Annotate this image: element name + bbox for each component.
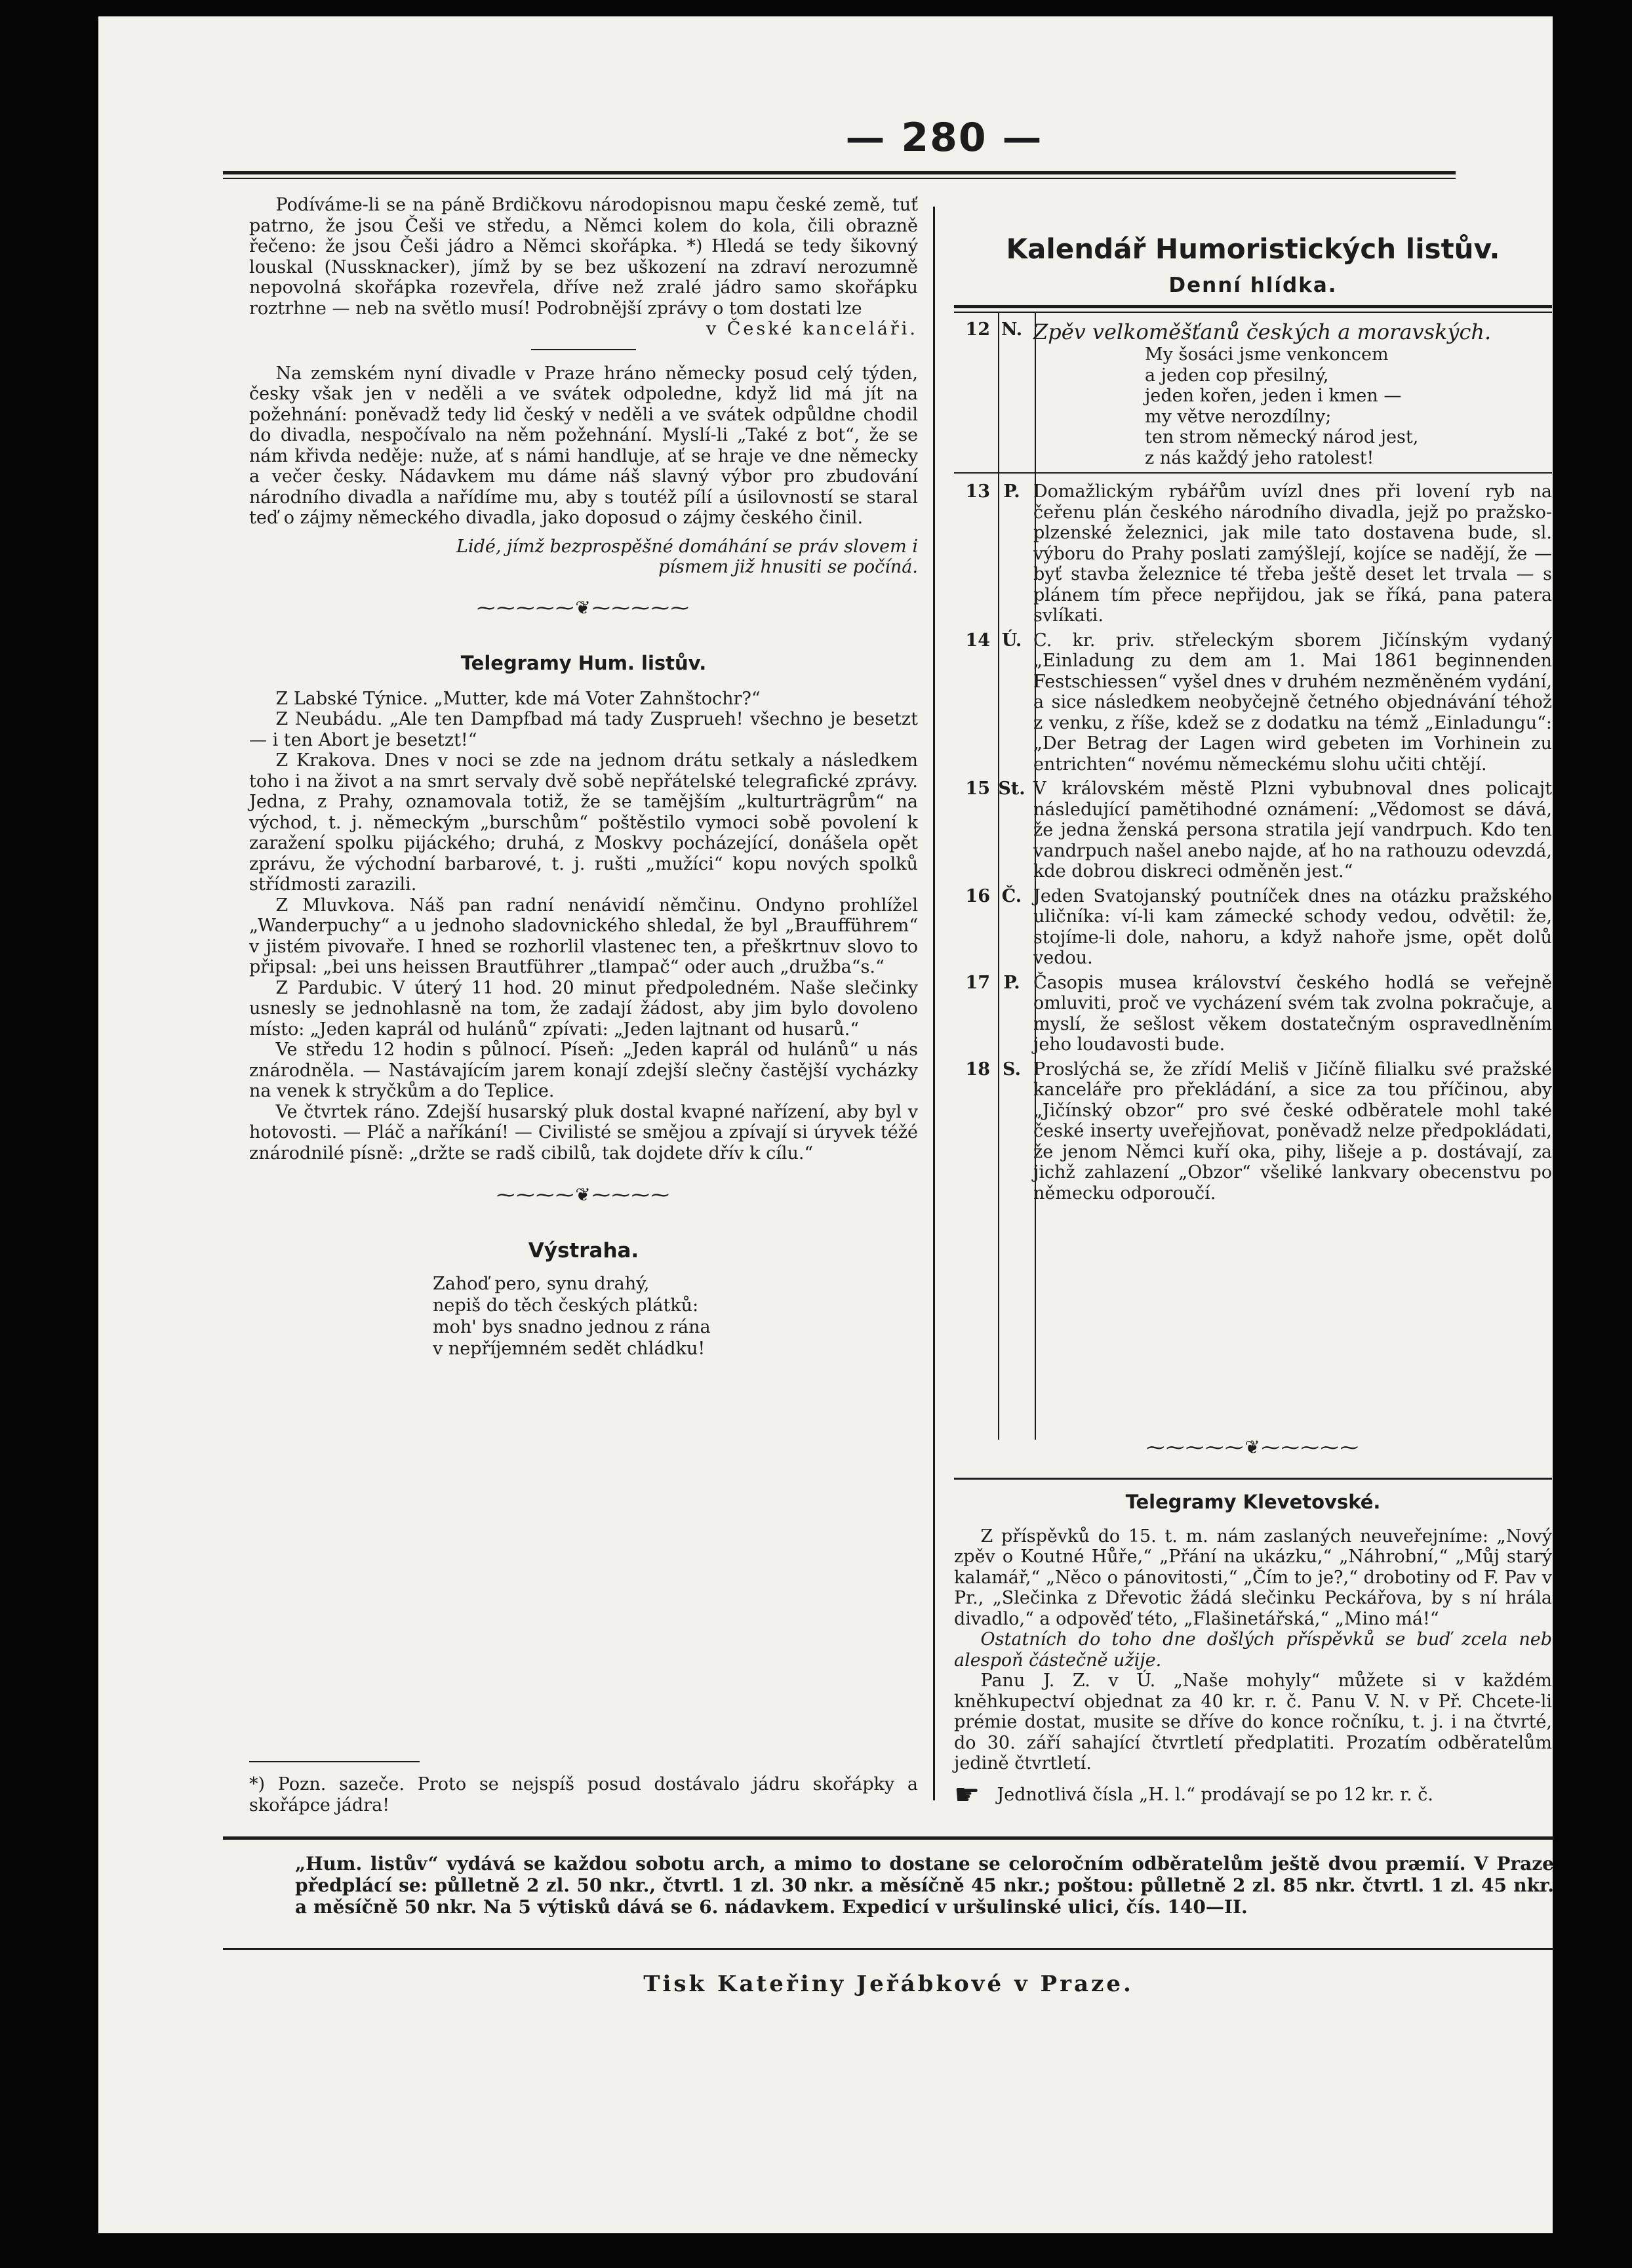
single-issue-notice (954, 1777, 1552, 1812)
poem-line: My šosáci jsme venkoncem (1145, 344, 1389, 365)
poem-line: v nepříjemném sedět chládku! (433, 1339, 706, 1359)
kalendar-rule-thin (954, 312, 1552, 313)
telegram-neubad: Z Neubádu. „Ale ten Dampfbad má tady Zusprueh! všechno je besetzt — i ten Abort je besetzt!“ (249, 709, 918, 750)
entry-day: 17 (965, 972, 990, 993)
left-column (249, 195, 918, 1360)
telegram-pardubice: Z Pardubic. V úterý 11 hod. 20 minut předpoledném. Naše slečinky usnesly se jednohlasně na tom, že zadají žádost, aby jim bylo dovoleno místo: „Jeden kaprál od hulánů“ zpívati: „Jeden lajtnant od husarů.“ (249, 977, 918, 1040)
footnote-sazec: *) Pozn. sazeče. Proto se nejspíš posud dostávalo jádru skořápky a skořápce jádra! (249, 1774, 918, 1815)
entry-day: 12 (965, 319, 990, 340)
vystraha-poem (249, 1273, 918, 1360)
entry-text: C. kr. priv. střeleckým sborem Jičínským vydaný „Einladung zu dem am 1. Mai 1861 beginnenden Festschiessen“ vyšel dnes v druhém nezměněném vydání, a sice následkem neobyčejně četného objednávání téhož z venku, z říše, kdež se z dodatku na témž „Einladungu“: „Der Betrag der Lagen wird gebeten im Vorhinein zu entrichten“ novému německému slohu učiti chtějí. (1033, 630, 1552, 775)
entry-day: 14 (965, 630, 990, 651)
poem-line: Zahoď pero, synu drahý, (433, 1274, 650, 1294)
poem-line: moh' bys snadno jednou z rána (433, 1317, 711, 1337)
entry-weekday: P. (1003, 481, 1020, 502)
entry-text: Časopis musea království českého hodlá se veřejně omluviti, proč ve vycházení svém tak zvolna pokračuje, a myslí, že sešlost věkem dostatečným ospravedlněním jeho loudavosti bude. (1033, 972, 1552, 1055)
ornament-divider-right: ⁓⁓⁓⁓⁓❦⁓⁓⁓⁓⁓ (1146, 1436, 1360, 1458)
poem-line: ten strom německý národ jest, (1145, 427, 1419, 447)
klevety-answers: Panu J. Z. v Ú. „Naše mohyly“ můžete si v každém kněhkupectví objednat za 40 kr. r. č. Panu V. N. v Př. Chcete-li prémie dostat, musite se dříve do konce ročníku, t. j. i na čtvrté, do 30. září sahající čtvrtletí předplatiti. Prozatím odběratelům jedině čtvrtletí. (954, 1671, 1552, 1773)
entry-weekday: N. (1001, 319, 1023, 340)
entry-separator (954, 472, 1552, 474)
subscription-info: „Hum. listův“ vydává se každou sobotu arch, a mimo to dostane se celoročním odběratelům ještě dvou præmií. V Praze předplácí se: půlletně 2 zl. 50 nkr., čtvrtl. 1 zl. 30 nkr. a měsíčně 45 nkr.; poštou: půlletně 2 zl. 85 nkr. čtvrtl. 1 zl. 45 nkr. a měsíčně 50 nkr. Na 5 výtisků dává se 6. nádavkem. Expedicí v uršulinské ulici, čís. 140—II. (295, 1853, 1554, 1918)
entry-weekday: S. (1003, 1059, 1021, 1080)
paragraph-brdicka: Podíváme-li se na páně Brdičkovu národopisnou mapu české země, tuť patrno, že jsou Češi ve středu, a Němci kolem do kola, čili obrazně řečeno: že jsou Češi jádro a Němci skořápka. *) Hledá se tedy šikovný louskal (Nussknacker), jímž by se bez uškození na zdraví nerozumně nepovolná skořápka rozevřela, dříve než zralé jádro samo skořápku roztrhne — neb na světlo musí! Podrobnější zprávy o tom dostati lze (249, 195, 918, 319)
kalendar-heading: Kalendář Humoristických listův. (1006, 233, 1500, 265)
single-issue-text: Jednotlivá čísla „H. l.“ prodávají se po 12 kr. r. č. (997, 1784, 1433, 1805)
page-number: — 280 — (845, 115, 1043, 161)
entry-weekday: P. (1003, 972, 1020, 993)
telegram-streda: Ve středu 12 hodin s půlnocí. Píseň: „Jeden kaprál od hulánů“ u nás znárodněla. — Nastávajícím jarem konají zdejší slečny častější vycházky na venek k stryčkům a do Teplice. (249, 1040, 918, 1101)
poem-line: jeden kořen, jeden i kmen — (1145, 386, 1402, 406)
entry-day: 15 (965, 779, 990, 799)
entry-weekday: Č. (1001, 885, 1022, 906)
vystraha-heading: Výstraha. (528, 1238, 639, 1263)
poem-title: Zpěv velkoměšťanů českých a moravských. (1033, 319, 1492, 344)
kalendar-entry (954, 973, 1552, 1055)
kalendar-entries (954, 319, 1552, 1207)
klevety-heading: Telegramy Klevetovské. (1125, 1491, 1381, 1513)
entry-weekday: Ú. (1001, 630, 1022, 651)
entry-text: Domažlickým rybářům uvízl dnes při lovení ryb na čeřenu plán českého národního divadla, jejž po pražsko-plzenské železnici, jak mile tato dostavena bude, sl. výboru do Prahy poslati zamýšlejí, kojíce se nadějí, že — byť stavba železnice té třeba ještě deset let trvala — s plánem tím přece nepřijdou, jak se říká, pana patera svlíkati. (1033, 481, 1552, 626)
printer-imprint: Tisk Kateřiny Jeřábkové v Praze. (643, 1971, 1134, 1997)
entry-day: 13 (965, 481, 990, 502)
entry-text: V královském městě Plzni vybubnoval dnes policajt následující pamětihodné oznámení: „Vědomost se dává, že jedna ženská persona stratila její vandrpuch. Kdo ten vandrpuch našel anebo najde, ať ho na rathouzu odevzdá, kde dobrou diskreci odměněn jest.“ (1033, 779, 1552, 881)
kalendar-entry (954, 886, 1552, 969)
klevety-rule (954, 1478, 1552, 1480)
kalendar-entry (954, 1059, 1552, 1204)
kalendar-rule (954, 305, 1552, 308)
telegram-ctvrtek: Ve čtvrtek ráno. Zdejší husarský pluk dostal kvapné nařízení, aby byl v hotovosti. — Pláč a naříkání! — Civilisté se smějou a zpívají si úryvek téžé znárodnilé písně: „držte se radš cibilů, tak dojdete dřív k cílu.“ (249, 1101, 918, 1164)
ornament-divider-2: ⁓⁓⁓⁓❦⁓⁓⁓⁓ (496, 1184, 671, 1205)
quote-lide: Lidé, jímž bezprospěšné domáhání se práv slovem i písmem již hnusiti se počíná. (456, 536, 918, 577)
telegram-krakov: Z Krakova. Dnes v noci se zde na jednom drátu setkaly a následkem toho i na život a na smrt servaly dvě sobě nepřátelské telegrafické zprávy. Jedna, z Prahy, oznamovala totiž, že se tamějším „kulturträgrům“ na východ, t. j. německým „burschům“ poštěstilo vymoci sobě povolení k zaražení spolku pijáckého; druhá, z Moskvy pocházející, donášela opět zprávu, že východní barbarové, t. j. rušti „mužíci“ kopu nových spolků střídmosti zarazili. (249, 750, 918, 895)
klevety-section (954, 1491, 1552, 1812)
entry-weekday: St. (998, 779, 1025, 799)
kalendar-subheading: Denní hlídka. (1168, 273, 1338, 297)
signature-ceska-kancelar: v České kanceláři. (706, 319, 918, 339)
footnote-rule (249, 1761, 420, 1762)
entry-text: Jeden Svatojanský poutníček dnes na otázku pražského uličníka: ví-li kam zámecké schody vedou, odvětil: že, stojíme-li dole, nahoru, a když nahoře jsme, opět dolů vedou. (1033, 885, 1552, 968)
footer-rule (223, 1836, 1554, 1840)
poem-line: a jeden cop přesilný, (1145, 365, 1329, 386)
entry-text (1033, 319, 1552, 468)
entry-day: 18 (965, 1059, 990, 1080)
entry-text: Proslýchá se, že zřídí Meliš v Jičíně filialku své pražské kanceláře pro překládání, a sice za tou příčinou, aby „Jičínský obzor“ pro své české odběratele mohl také české inserty uveřejňovat, poněvadž nelze předpokládati, že jenom Němci kuří oka, pihy, lišeje a p. dostávají, za jichž zahlazení „Obzor“ všeliké lankvary obecenstvu po německu odporoučí. (1033, 1059, 1552, 1204)
pointing-hand-icon: ☛ (954, 1777, 980, 1812)
poem-line: my větve nerozdílny; (1145, 406, 1332, 427)
kalendar-entry (954, 319, 1552, 468)
telegrams-heading: Telegramy Hum. listův. (460, 652, 707, 674)
poem-line: nepiš do těch českých plátků: (433, 1295, 699, 1316)
column-divider (933, 207, 935, 1800)
top-rule (223, 171, 1456, 174)
kalendar-entry (954, 779, 1552, 882)
divider-short (531, 349, 636, 350)
telegram-labska-tynice: Z Labské Týnice. „Mutter, kde má Voter Zahnštochr?“ (275, 688, 761, 709)
top-rule-thin (223, 178, 1456, 179)
poem-line: z nás každý jeho ratolest! (1145, 447, 1374, 468)
ornament-divider: ⁓⁓⁓⁓⁓❦⁓⁓⁓⁓⁓ (477, 596, 690, 618)
telegram-mluvkov: Z Mluvkova. Náš pan radní nenávidí němčinu. Ondyno prohlížel „Wanderpuchy“ a u jednoho sladovnického shledal, že byl „Braufführem“ v jistém pivovaře. I hned se rozhorlil vlastenec ten, a přeškrtnuv slovo to připsal: „bei uns heissen Brautführer „tlampač“ oder auch „družba“s.“ (249, 895, 918, 977)
entry-day: 16 (965, 885, 990, 906)
klevety-paragraph: Z příspěvků do 15. t. m. nám zaslaných neuveřejníme: „Nový zpěv o Koutné Hůře,“ „Přání na ukázku,“ „Náhrobní,“ „Můj starý kalamář,“ „Něco o pánovitosti,“ „Čím to je?,“ drobotiny od F. Pav v Pr., „Slečinka z Dřevotic žádá slečinku Peckářova, by s ní hrála divadlo,“ a odpověď této, „Flašinetářská,“ „Mino má!“ (954, 1526, 1552, 1629)
newspaper-page (98, 16, 1553, 2233)
kalendar-entry (954, 630, 1552, 775)
footer-rule-bottom (223, 1948, 1554, 1950)
paragraph-zemske-divadlo: Na zemském nyní divadle v Praze hráno německy posud celý týden, česky však jen v neděli a ve svátek odpoledne, když lid má jít na požehnání: poněvadž tedy lid český v neděli a ve svátek odpůldne chodil do divadla, nespočívalo na něm požehnání. Myslí-li „Také z bot“, že se nám křivda neděje: nuže, ať s námi handluje, ať se hraje ve dne německy a večer česky. Nádavkem mu dáme náš slavný výbor pro zbudování národního divadla a nařídíme mu, aby s toutéž pílí a úsilovností se staral teď o zájmy německého divadla, jako doposud o zájmy českého činil. (249, 363, 918, 528)
klevety-note: Ostatních do toho dne došlých příspěvků se buď zcela neb alespoň částečně užije. (954, 1629, 1552, 1671)
kalendar-entry (954, 481, 1552, 626)
